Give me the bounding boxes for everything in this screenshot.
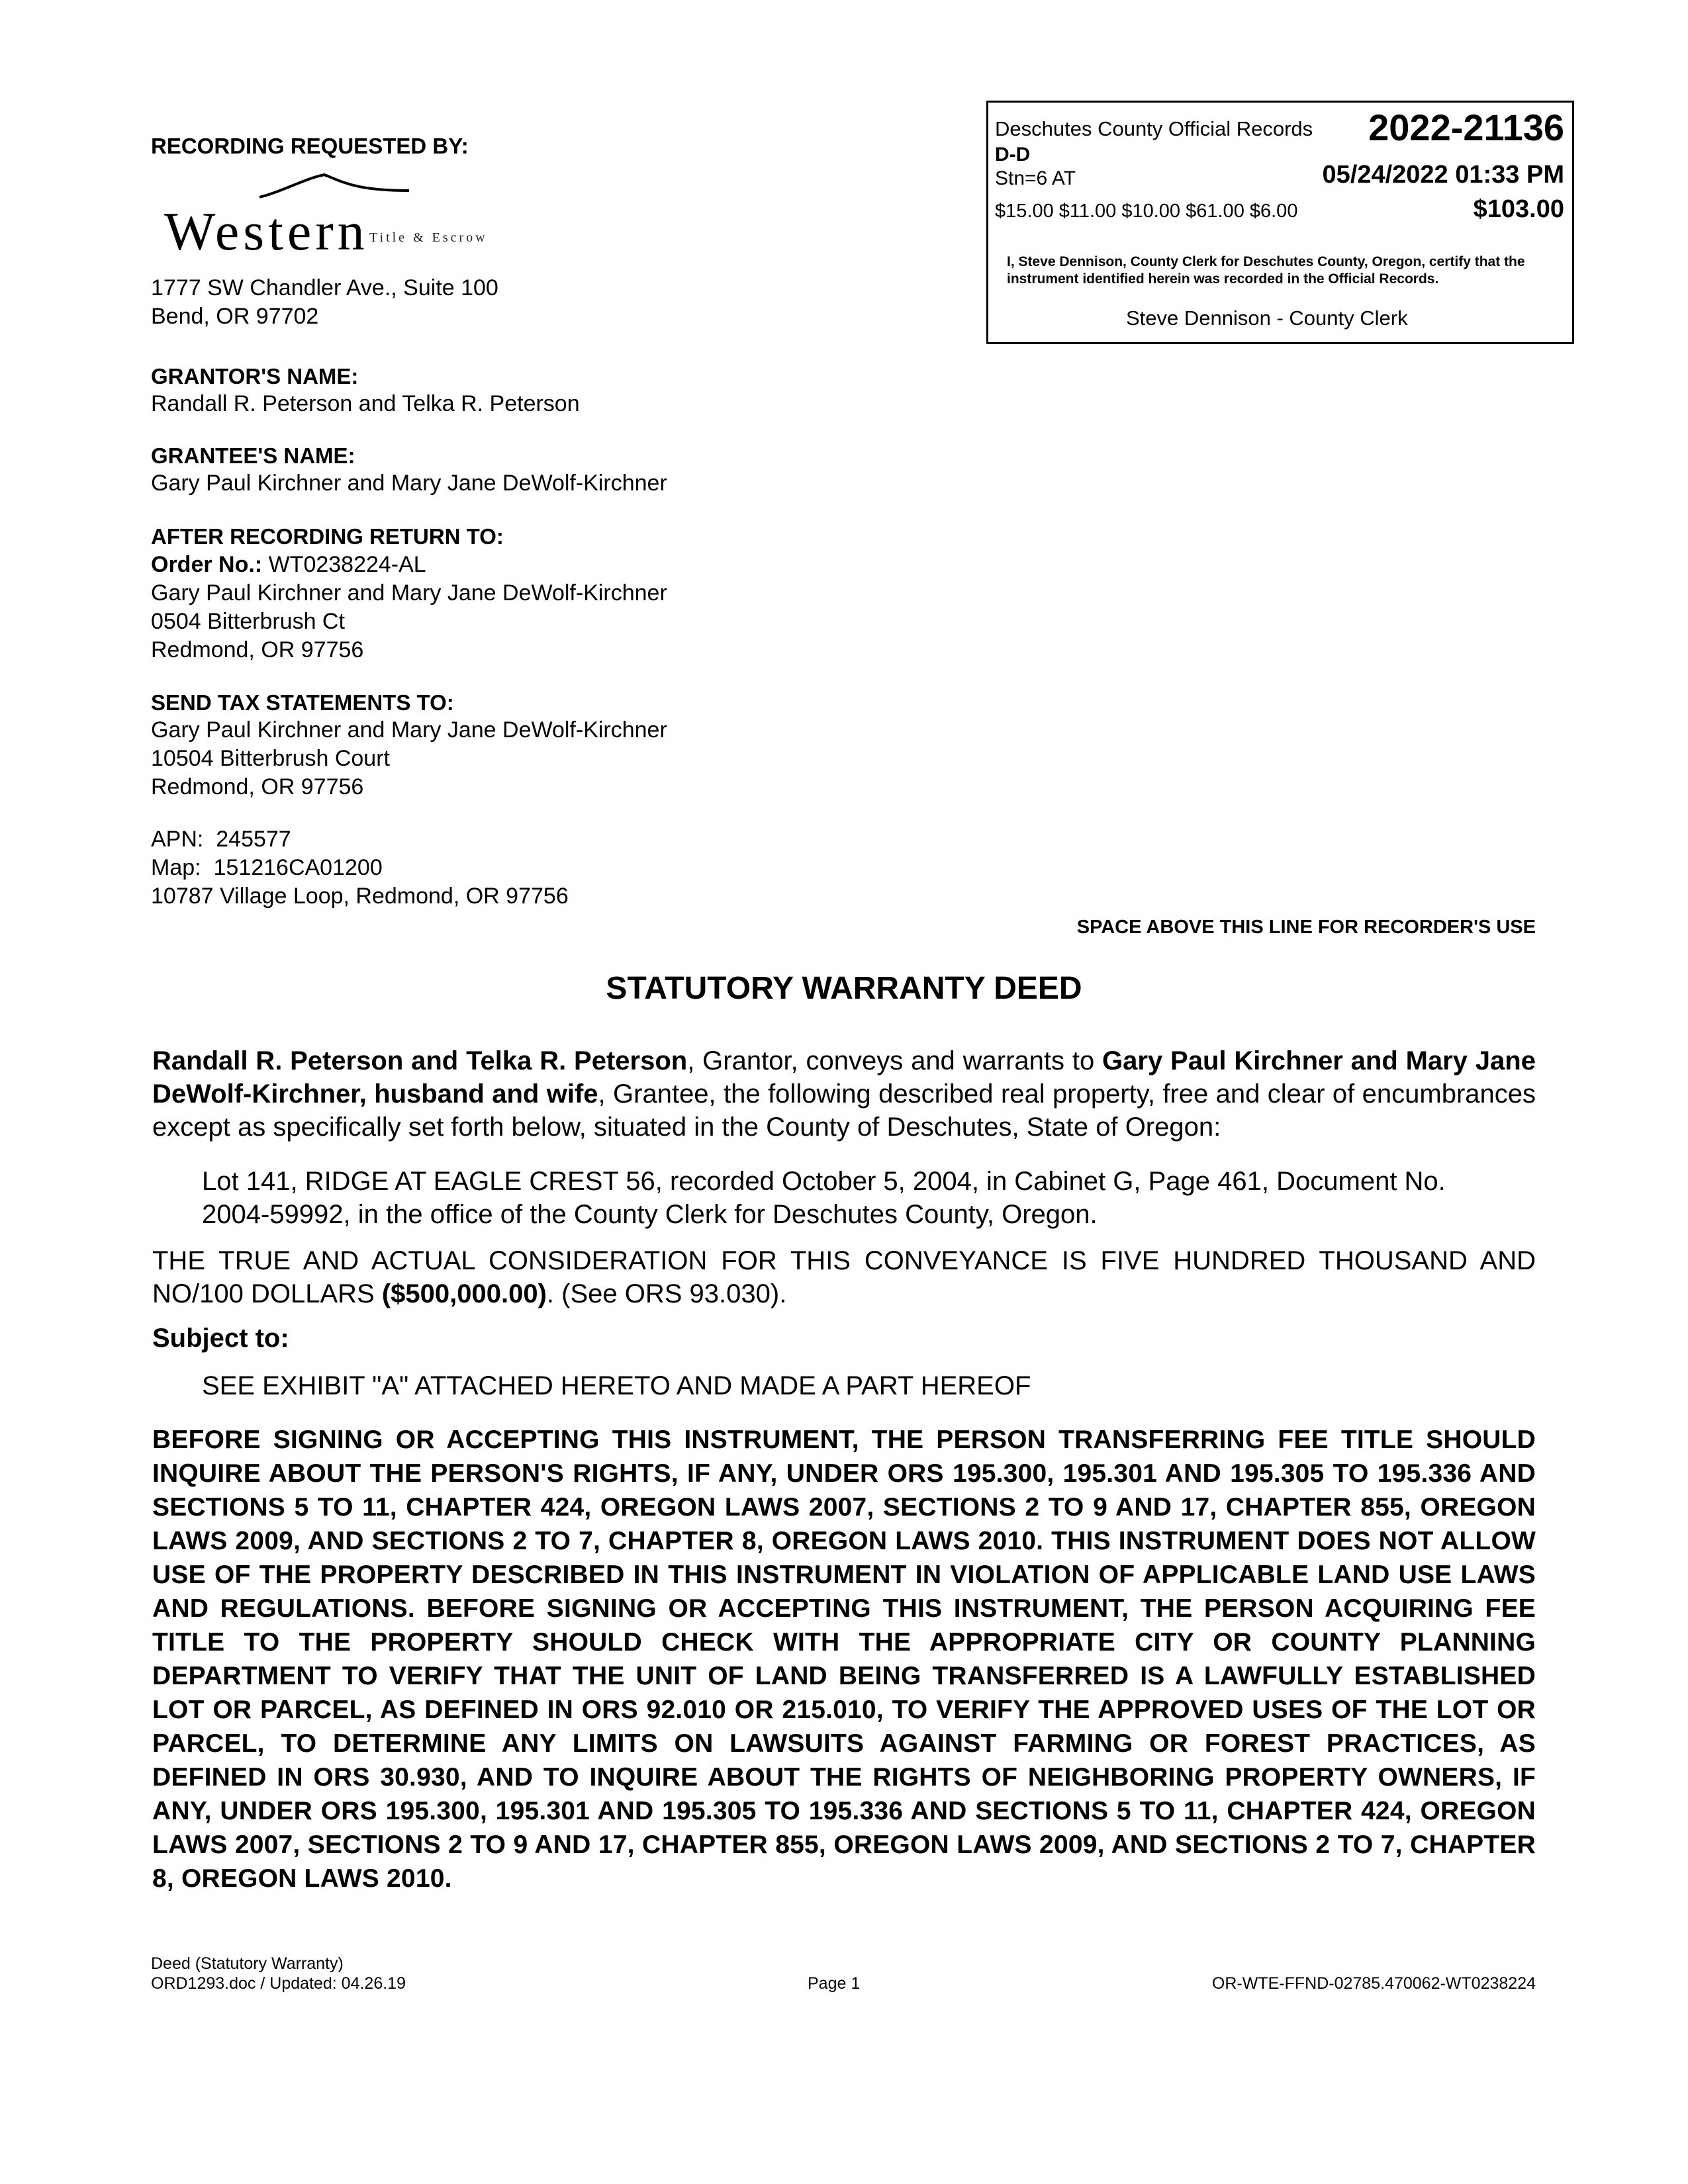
conveyance-grantors: Randall R. Peterson and Telka R. Peterson	[152, 1046, 688, 1075]
apn-value: 245577	[216, 827, 291, 852]
return-to-city: Redmond, OR 97756	[151, 637, 364, 662]
recorder-doc-type: D-D	[995, 144, 1031, 165]
footer-form-name: Deed (Statutory Warranty)	[151, 1954, 344, 1973]
return-to-street: 0504 Bitterbrush Ct	[151, 609, 345, 634]
tax-street: 10504 Bitterbrush Court	[151, 746, 390, 771]
consideration-text2: . (See ORS 93.030).	[546, 1279, 787, 1308]
county-clerk-signature: Steve Dennison - County Clerk	[1126, 306, 1408, 330]
map-line	[151, 854, 383, 882]
recorder-stamp-box	[986, 101, 1574, 344]
company-logo-subtitle: Title & Escrow	[369, 230, 488, 245]
return-to-name: Gary Paul Kirchner and Mary Jane DeWolf-Kirchner	[151, 580, 667, 606]
grantee-name: Gary Paul Kirchner and Mary Jane DeWolf-Kirchner	[151, 471, 667, 496]
footer-form-file: ORD1293.doc / Updated: 04.26.19	[151, 1974, 406, 1993]
recorder-total: $103.00	[1473, 195, 1564, 223]
recorder-datetime: 05/24/2022 01:33 PM	[1322, 161, 1564, 189]
consideration-amount: ($500,000.00)	[381, 1279, 547, 1308]
land-use-warning: BEFORE SIGNING OR ACCEPTING THIS INSTRUMENT, THE PERSON TRANSFERRING FEE TITLE SHOULD INQUIRE ABOUT THE PERSON'S RIGHTS, IF ANY, UNDER ORS 195.300, 195.301 AND 195.305 TO 195.336 AND SECTIONS 5 TO 11, CHAPTER 424, OREGON LAWS 2007, SECTIONS 2 TO 9 AND 17, CHAPTER 855, OREGON LAWS 2009, AND SECTIONS 2 TO 7, CHAPTER 8, OREGON LAWS 2010. THIS INSTRUMENT DOES NOT ALLOW USE OF THE PROPERTY DESCRIBED IN THIS INSTRUMENT IN VIOLATION OF APPLICABLE LAND USE LAWS AND REGULATIONS. BEFORE SIGNING OR ACCEPTING THIS INSTRUMENT, THE PERSON ACQUIRING FEE TITLE TO THE PROPERTY SHOULD CHECK WITH THE APPROPRIATE CITY OR COUNTY PLANNING DEPARTMENT TO VERIFY THAT THE UNIT OF LAND BEING TRANSFERRED IS A LAWFULLY ESTABLISHED LOT OR PARCEL, AS DEFINED IN ORS 92.010 OR 215.010, TO VERIFY THE APPROVED USES OF THE LOT OR PARCEL, TO DETERMINE ANY LIMITS ON LAWSUITS AGAINST FARMING OR FOREST PRACTICES, AS DEFINED IN ORS 30.930, AND TO INQUIRE ABOUT THE RIGHTS OF NEIGHBORING PROPERTY OWNERS, IF ANY, UNDER ORS 195.300, 195.301 AND 195.305 TO 195.336 AND SECTIONS 5 TO 11, CHAPTER 424, OREGON LAWS 2007, SECTIONS 2 TO 9 AND 17, CHAPTER 855, OREGON LAWS 2009, AND SECTIONS 2 TO 7, CHAPTER 8, OREGON LAWS 2010.	[152, 1426, 1536, 1893]
subject-to-label: Subject to:	[152, 1324, 289, 1353]
footer-reference: OR-WTE-FFND-02785.470062-WT0238224	[1211, 1974, 1536, 1993]
order-number: WT0238224-AL	[268, 552, 426, 577]
recorder-office: Deschutes County Official Records	[995, 117, 1313, 140]
tax-name: Gary Paul Kirchner and Mary Jane DeWolf-Kirchner	[151, 717, 667, 743]
order-number-line	[151, 551, 426, 579]
conveyance-paragraph	[152, 1044, 1536, 1144]
consideration-paragraph	[152, 1244, 1536, 1310]
apn-label: APN:	[151, 827, 204, 852]
grantor-name: Randall R. Peterson and Telka R. Peterson	[151, 391, 580, 416]
subject-to-text: SEE EXHIBIT "A" ATTACHED HERETO AND MADE A PART HEREOF	[202, 1371, 1031, 1400]
recorder-use-note: SPACE ABOVE THIS LINE FOR RECORDER'S USE	[1076, 917, 1536, 938]
map-value: 151216CA01200	[213, 855, 383, 880]
company-address-line1: 1777 SW Chandler Ave., Suite 100	[151, 275, 498, 300]
recorder-fees: $15.00 $11.00 $10.00 $61.00 $6.00	[995, 201, 1298, 222]
company-address-line2: Bend, OR 97702	[151, 304, 319, 329]
company-logo-name: Western	[164, 201, 369, 261]
document-title: STATUTORY WARRANTY DEED	[606, 971, 1082, 1006]
order-number-label: Order No.:	[151, 552, 263, 577]
return-to-label: AFTER RECORDING RETURN TO:	[151, 524, 504, 549]
grantor-label: GRANTOR'S NAME:	[151, 364, 359, 388]
recorder-certification: I, Steve Dennison, County Clerk for Deschutes County, Oregon, certify that the instrument identified herein was recorded in the Official Records.	[1007, 254, 1525, 287]
apn-line	[151, 825, 291, 854]
property-address: 10787 Village Loop, Redmond, OR 97756	[151, 884, 569, 909]
conveyance-grantees: Gary Paul Kirchner and Mary Jane DeWolf-Kirchner, husband and wife	[152, 1046, 1536, 1109]
recording-requested-label: RECORDING REQUESTED BY:	[151, 134, 469, 158]
recorder-station: Stn=6 AT	[995, 167, 1076, 189]
consideration-text1: THE TRUE AND ACTUAL CONSIDERATION FOR THIS CONVEYANCE IS FIVE HUNDRED THOUSAND AND NO/100 DOLLARS	[152, 1246, 1536, 1308]
footer-page-number: Page 1	[808, 1974, 861, 1993]
recorder-document-number: 2022-21136	[1368, 107, 1564, 148]
legal-description: Lot 141, RIDGE AT EAGLE CREST 56, recorded October 5, 2004, in Cabinet G, Page 461, Document No. 2004-59992, in the office of the County Clerk for Deschutes County, Oregon.	[202, 1167, 1446, 1229]
conveyance-text1: , Grantor, conveys and warrants to	[687, 1046, 1103, 1075]
grantee-label: GRANTEE'S NAME:	[151, 443, 355, 468]
map-label: Map:	[151, 855, 201, 880]
tax-statements-label: SEND TAX STATEMENTS TO:	[151, 690, 454, 715]
conveyance-text2: , Grantee, the following described real property, free and clear of encumbrances except as specifically set forth below, situated in the County of Deschutes, State of Oregon:	[152, 1079, 1536, 1142]
tax-city: Redmond, OR 97756	[151, 774, 364, 799]
